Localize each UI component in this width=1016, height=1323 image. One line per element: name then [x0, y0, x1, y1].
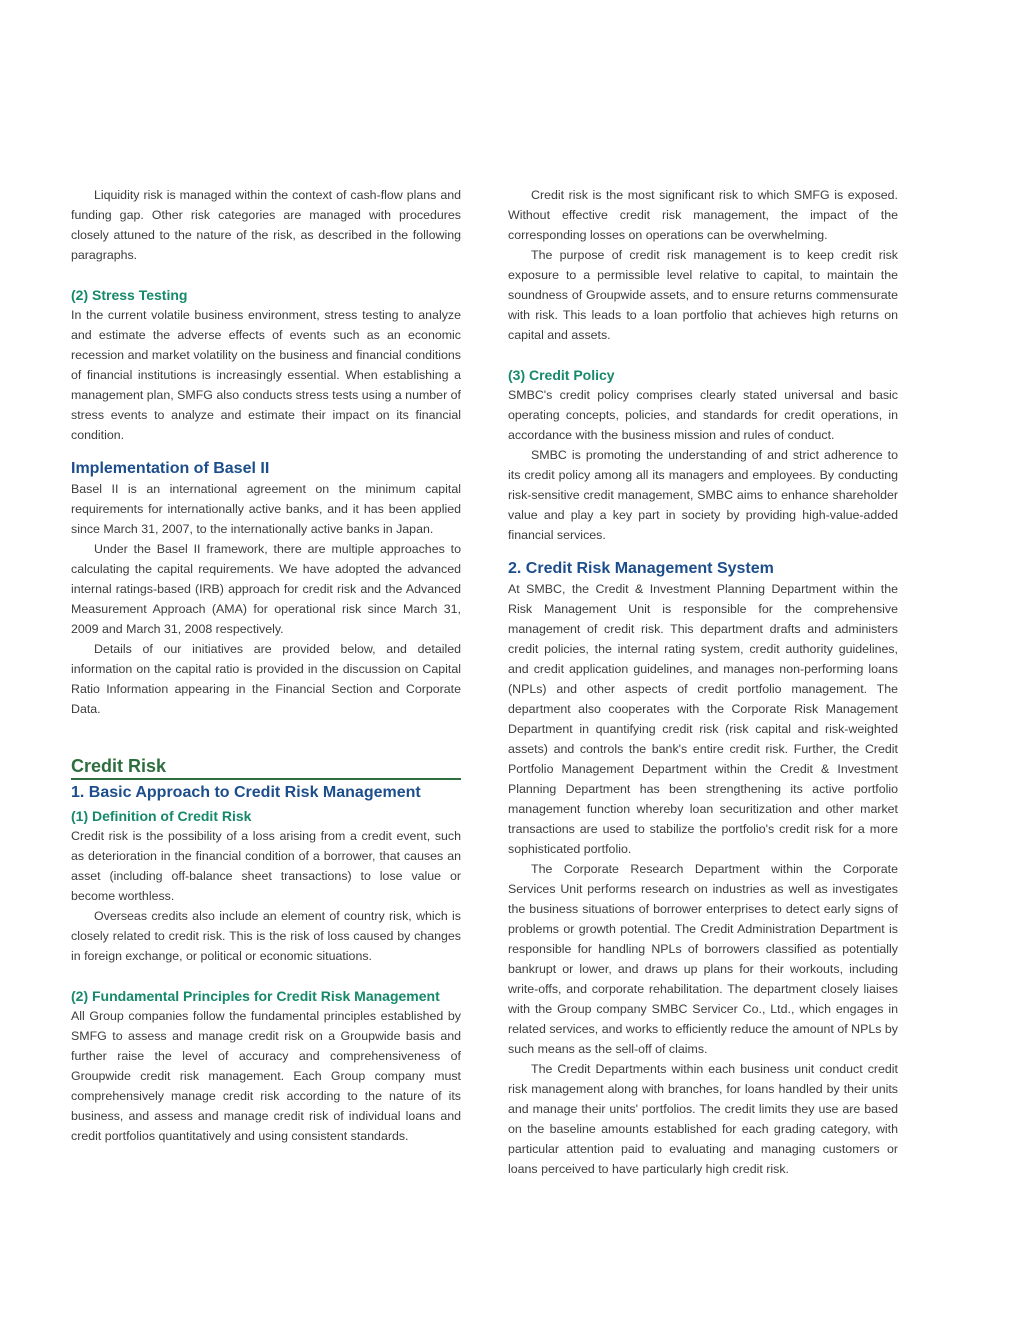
- credit-intro-paragraph-2: The purpose of credit risk management is to keep credit risk exposure to a permissible level relative to capital, to maintain the soundness of Groupwide assets, and to ensure returns commensurate with risk. This leads to a loan portfolio that achieves high returns on capital and assets.: [508, 248, 898, 342]
- system-paragraph-2: The Corporate Research Department within the Corporate Services Unit performs research on industries as well as investigates the business situations of borrower enterprises to detect early signs of problems or growth potential. The Credit Administration Department is responsible for handling NPLs of borrowers classified as potentially bankrupt or lower, and draws up plans for their workouts, including write-offs, and corporate rehabilitation. The department closely liaises with the Group company SMBC Servicer Co., Ltd., which engages in related services, and works to efficiently reduce the amount of NPLs by such means as the sell-off of claims.: [508, 862, 898, 1056]
- definition-paragraph-1: Credit risk is the possibility of a loss arising from a credit event, such as deterioration in the financial condition of a borrower, that causes an asset (including off-balance sheet transactions) to lose value or become worthless.: [71, 829, 461, 903]
- credit-policy-paragraph-2: SMBC is promoting the understanding of and strict adherence to its credit policy among all its managers and employees. By conducting risk-sensitive credit management, SMBC aims to enhance shareholder value and play a key part in society by providing high-value-added financial services.: [508, 448, 898, 542]
- management-system-heading: 2. Credit Risk Management System: [508, 560, 774, 577]
- basel-paragraph-1: Basel II is an international agreement on the minimum capital requirements for internationally active banks, and it has been applied since March 31, 2007, to the internationally active banks in Japan.: [71, 482, 461, 536]
- right-column: [508, 185, 898, 1179]
- liquidity-paragraph: Liquidity risk is managed within the context of cash-flow plans and funding gap. Other risk categories are managed with procedures closely attuned to the nature of the risk, as described in the following paragraphs.: [71, 188, 461, 262]
- basic-approach-heading: 1. Basic Approach to Credit Risk Management: [71, 784, 421, 801]
- credit-intro-paragraph-1: Credit risk is the most significant risk to which SMFG is exposed. Without effective credit risk management, the impact of the corresponding losses on operations can be overwhelming.: [508, 188, 898, 242]
- stress-testing-heading: (2) Stress Testing: [71, 287, 188, 303]
- system-paragraph-3: The Credit Departments within each business unit conduct credit risk management along with branches, for loans handled by their units and manage their units' portfolios. The credit limits they use are based on the baseline amounts established for each grading category, with particular attention paid to evaluating and managing customers or loans perceived to have particularly high credit risk.: [508, 1062, 898, 1176]
- principles-heading: (2) Fundamental Principles for Credit Risk Management: [71, 988, 440, 1004]
- basel-heading: Implementation of Basel II: [71, 460, 270, 477]
- basel-paragraph-3: Details of our initiatives are provided below, and detailed information on the capital ratio is provided in the discussion on Capital Ratio Information appearing in the Financial Section and Corporate Data.: [71, 642, 461, 716]
- credit-policy-heading: (3) Credit Policy: [508, 367, 615, 383]
- credit-risk-section-heading: Credit Risk: [71, 755, 461, 780]
- basel-paragraph-2: Under the Basel II framework, there are multiple approaches to calculating the capital requirements. We have adopted the advanced internal ratings-based (IRB) approach for credit risk and the Advanced Measurement Approach (AMA) for operational risk since March 31, 2009 and March 31, 2008 respectively.: [71, 542, 461, 636]
- definition-paragraph-2: Overseas credits also include an element of country risk, which is closely related to credit risk. This is the risk of loss caused by changes in foreign exchange, or political or economic situations.: [71, 909, 461, 963]
- stress-testing-paragraph: In the current volatile business environment, stress testing to analyze and estimate the adverse effects of events such as an economic recession and market volatility on the business and financial conditions of financial institutions is increasingly essential. When establishing a management plan, SMFG also conducts stress tests using a number of stress events to analyze and estimate their impact on its financial condition.: [71, 308, 461, 442]
- left-column: [71, 185, 461, 1146]
- system-paragraph-1: At SMBC, the Credit & Investment Planning Department within the Risk Management Unit is responsible for the comprehensive management of credit risk. This department drafts and administers credit policies, the internal rating system, credit authority guidelines, and credit application guidelines, and manages non-performing loans (NPLs) and other aspects of credit portfolio management. The department also cooperates with the Corporate Risk Management Department in quantifying credit risk (risk capital and risk-weighted assets) and controls the bank's entire credit risk. Further, the Credit Portfolio Management Department within the Credit & Investment Planning Department has been strengthening its active portfolio management function whereby loan securitization and other market transactions are used to stabilize the portfolio's credit risk for a more sophisticated portfolio.: [508, 582, 898, 856]
- principles-paragraph: All Group companies follow the fundamental principles established by SMFG to assess and manage credit risk on a Groupwide basis and further raise the level of accuracy and comprehensiveness of Groupwide credit risk management. Each Group company must comprehensively manage credit risk according to the nature of its business, and assess and manage credit risk of individual loans and credit portfolios quantitatively and using consistent standards.: [71, 1009, 461, 1143]
- definition-heading: (1) Definition of Credit Risk: [71, 808, 252, 824]
- credit-policy-paragraph-1: SMBC's credit policy comprises clearly stated universal and basic operating concepts, policies, and standards for credit operations, in accordance with the business mission and rules of conduct.: [508, 388, 898, 442]
